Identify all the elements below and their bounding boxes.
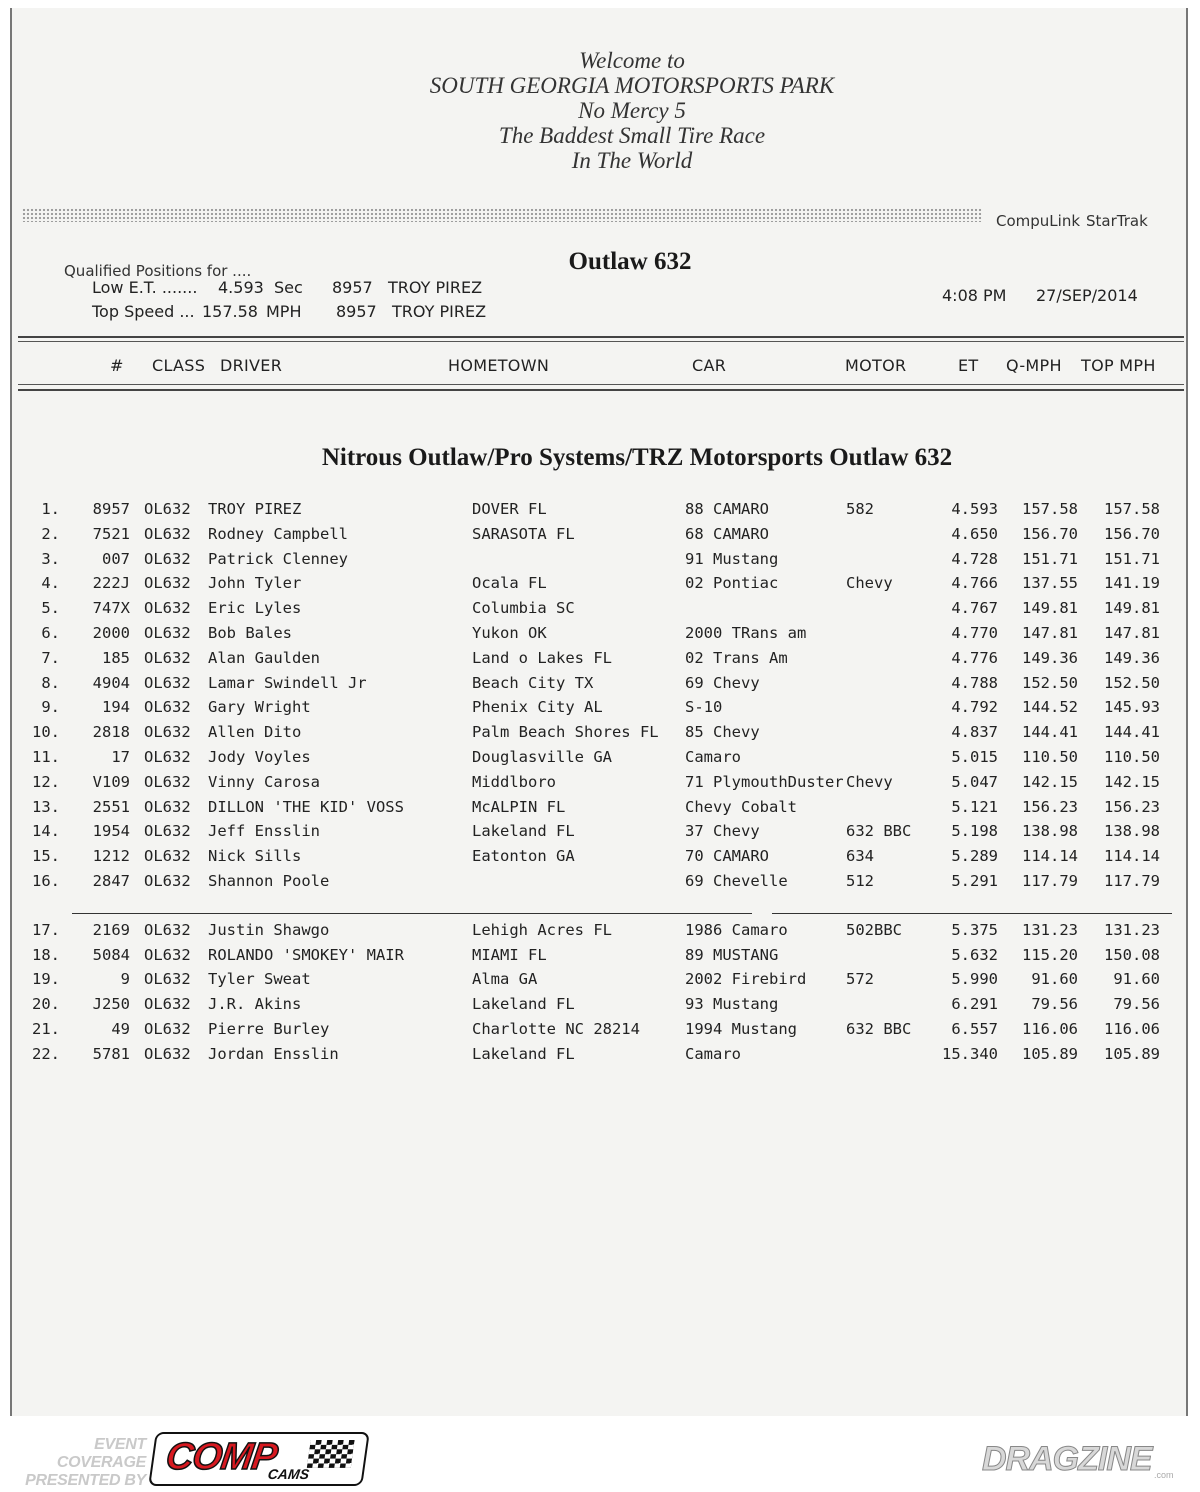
top-mph-cell: 156.23 bbox=[1104, 797, 1160, 816]
car-cell: 70 CAMARO bbox=[685, 847, 769, 866]
driver-cell: Allen Dito bbox=[208, 723, 302, 742]
qmph-cell: 151.71 bbox=[1022, 549, 1078, 568]
hometown-cell: Charlotte NC 28214 bbox=[472, 1019, 640, 1038]
driver-cell: Bob Bales bbox=[208, 623, 292, 642]
top-mph-cell: 91.60 bbox=[1113, 970, 1160, 989]
driver-cell: DILLON 'THE KID' VOSS bbox=[208, 797, 404, 816]
et-cell: 6.291 bbox=[951, 995, 998, 1014]
top-mph-cell: 150.08 bbox=[1104, 945, 1160, 964]
table-row bbox=[12, 970, 1190, 995]
qualified-label: Qualified Positions for .... bbox=[64, 262, 252, 280]
hometown-cell: DOVER FL bbox=[472, 500, 547, 518]
class-cell: OL632 bbox=[144, 945, 191, 964]
driver-cell: Alan Gaulden bbox=[208, 648, 320, 667]
low-et-car: 8957 bbox=[332, 278, 373, 297]
low-et-unit: Sec bbox=[274, 278, 303, 297]
result-position: 9. bbox=[41, 698, 60, 717]
top-mph-cell: 151.71 bbox=[1104, 549, 1160, 568]
hometown-cell: McALPIN FL bbox=[472, 797, 566, 816]
qmph-cell: 156.70 bbox=[1022, 524, 1078, 543]
hometown-cell: Ocala FL bbox=[472, 574, 547, 593]
class-cell: OL632 bbox=[144, 723, 191, 742]
class-cell: OL632 bbox=[144, 847, 191, 866]
result-position: 22. bbox=[32, 1044, 60, 1063]
et-cell: 6.557 bbox=[951, 1019, 998, 1038]
cams-logo-text: CAMS bbox=[266, 1466, 311, 1482]
result-position: 16. bbox=[32, 871, 60, 890]
qmph-cell: 147.81 bbox=[1022, 623, 1078, 642]
hometown-cell: Douglasville GA bbox=[472, 747, 612, 766]
et-cell: 5.047 bbox=[951, 772, 998, 791]
result-position: 3. bbox=[41, 549, 60, 568]
motor-cell: 572 bbox=[846, 970, 874, 989]
car-cell: Camaro bbox=[685, 747, 741, 766]
class-cell: OL632 bbox=[144, 772, 191, 791]
car-cell: 37 Chevy bbox=[685, 822, 760, 841]
driver-cell: Pierre Burley bbox=[208, 1019, 330, 1038]
result-position: 2. bbox=[41, 524, 60, 543]
car-cell: 88 CAMARO bbox=[685, 500, 769, 518]
et-cell: 5.375 bbox=[951, 920, 998, 939]
car-number: 8957 bbox=[92, 500, 130, 518]
dragzine-domain: .com bbox=[1154, 1470, 1174, 1480]
table-row bbox=[12, 995, 1190, 1020]
dragzine-logo: DRAGZINE bbox=[982, 1440, 1152, 1478]
car-cell: 69 Chevelle bbox=[685, 871, 788, 890]
section-title: Nitrous Outlaw/Pro Systems/TRZ Motorsports Outlaw 632 bbox=[321, 444, 953, 471]
checkered-flag-icon bbox=[307, 1440, 355, 1468]
qmph-cell: 116.06 bbox=[1022, 1019, 1078, 1038]
driver-cell: Gary Wright bbox=[208, 698, 311, 717]
table-row bbox=[12, 1020, 1190, 1045]
driver-cell: TROY PIREZ bbox=[208, 500, 302, 518]
qualified-rows bbox=[12, 500, 1190, 897]
car-number: 2551 bbox=[92, 797, 130, 816]
car-number: 747X bbox=[92, 599, 130, 618]
car-number: 7521 bbox=[92, 524, 130, 543]
car-cell: 1994 Mustang bbox=[685, 1019, 797, 1038]
welcome-line-1: Welcome to bbox=[579, 48, 685, 73]
et-cell: 4.788 bbox=[951, 673, 998, 692]
header-rule-top-2 bbox=[18, 341, 1184, 342]
event-tagline-2: In The World bbox=[571, 148, 693, 173]
car-cell: 85 Chevy bbox=[685, 723, 760, 742]
driver-cell: Jody Voyles bbox=[208, 747, 311, 766]
car-cell: Chevy Cobalt bbox=[685, 797, 797, 816]
hometown-cell: Alma GA bbox=[472, 970, 538, 989]
hometown-cell: Land o Lakes FL bbox=[472, 648, 612, 667]
hometown-cell: Lakeland FL bbox=[472, 995, 575, 1014]
et-cell: 5.015 bbox=[951, 747, 998, 766]
result-position: 11. bbox=[32, 747, 60, 766]
table-row bbox=[12, 748, 1190, 773]
driver-cell: Jeff Ensslin bbox=[208, 822, 320, 841]
top-mph-cell: 131.23 bbox=[1104, 920, 1160, 939]
table-row bbox=[12, 698, 1190, 723]
car-cell: S-10 bbox=[685, 698, 723, 717]
col-motor: MOTOR bbox=[845, 356, 907, 375]
class-title: Outlaw 632 bbox=[568, 248, 692, 275]
qmph-cell: 115.20 bbox=[1022, 945, 1078, 964]
top-speed-car: 8957 bbox=[336, 302, 377, 321]
top-speed-value: 157.58 bbox=[202, 302, 258, 321]
car-number: 4904 bbox=[92, 673, 130, 692]
qmph-cell: 91.60 bbox=[1031, 970, 1078, 989]
result-position: 4. bbox=[41, 574, 60, 593]
col-et: ET bbox=[958, 356, 979, 375]
et-cell: 5.198 bbox=[951, 822, 998, 841]
motor-cell: 632 BBC bbox=[846, 1019, 912, 1038]
class-cell: OL632 bbox=[144, 698, 191, 717]
coverage-line-2: PRESENTED BY bbox=[25, 1472, 146, 1489]
header-rule-bottom-2 bbox=[18, 389, 1184, 391]
result-position: 15. bbox=[32, 847, 60, 866]
car-cell: 93 Mustang bbox=[685, 995, 779, 1014]
qmph-cell: 105.89 bbox=[1022, 1044, 1078, 1063]
et-cell: 5.121 bbox=[951, 797, 998, 816]
header-rule-bottom bbox=[18, 384, 1184, 385]
qmph-cell: 144.52 bbox=[1022, 698, 1078, 717]
class-cell: OL632 bbox=[144, 1044, 191, 1063]
table-row bbox=[12, 1045, 1190, 1070]
result-position: 5. bbox=[41, 599, 60, 618]
table-row bbox=[12, 674, 1190, 699]
event-name: No Mercy 5 bbox=[578, 98, 686, 123]
et-cell: 4.766 bbox=[951, 574, 998, 593]
et-cell: 4.593 bbox=[951, 500, 998, 518]
class-cell: OL632 bbox=[144, 1019, 191, 1038]
class-cell: OL632 bbox=[144, 549, 191, 568]
class-cell: OL632 bbox=[144, 970, 191, 989]
col-qmph: Q-MPH bbox=[1006, 356, 1062, 375]
col-class: CLASS bbox=[152, 356, 206, 375]
result-position: 13. bbox=[32, 797, 60, 816]
car-number: 194 bbox=[102, 698, 130, 717]
top-mph-cell: 157.58 bbox=[1104, 500, 1160, 518]
result-position: 20. bbox=[32, 995, 60, 1014]
top-speed-driver: TROY PIREZ bbox=[392, 302, 487, 321]
class-cell: OL632 bbox=[144, 920, 191, 939]
car-cell: 91 Mustang bbox=[685, 549, 779, 568]
table-row bbox=[12, 872, 1190, 897]
result-position: 8. bbox=[41, 673, 60, 692]
car-number: 222J bbox=[92, 574, 130, 593]
car-number: 9 bbox=[120, 970, 130, 989]
table-row bbox=[12, 574, 1190, 599]
comp-cams-logo bbox=[148, 1432, 370, 1486]
results-sheet bbox=[10, 8, 1188, 1416]
et-cell: 4.776 bbox=[951, 648, 998, 667]
hometown-cell: Lakeland FL bbox=[472, 822, 575, 841]
class-cell: OL632 bbox=[144, 995, 191, 1014]
car-number: 007 bbox=[102, 549, 130, 568]
car-number: 2000 bbox=[92, 623, 130, 642]
qmph-cell: 110.50 bbox=[1022, 747, 1078, 766]
car-number: 1212 bbox=[92, 847, 130, 866]
et-cell: 4.767 bbox=[951, 599, 998, 618]
driver-cell: Vinny Carosa bbox=[208, 772, 320, 791]
car-cell: 68 CAMARO bbox=[685, 524, 769, 543]
qmph-cell: 131.23 bbox=[1022, 920, 1078, 939]
low-et-value: 4.593 bbox=[218, 278, 264, 297]
class-cell: OL632 bbox=[144, 623, 191, 642]
et-cell: 15.340 bbox=[942, 1044, 998, 1063]
timing-system-brand bbox=[990, 212, 1148, 230]
car-cell: 69 Chevy bbox=[685, 673, 760, 692]
et-cell: 4.837 bbox=[951, 723, 998, 742]
low-et-label: Low E.T. ....... bbox=[92, 278, 198, 297]
qmph-cell: 156.23 bbox=[1022, 797, 1078, 816]
result-position: 18. bbox=[32, 945, 60, 964]
table-row bbox=[12, 847, 1190, 872]
report-date: 27/SEP/2014 bbox=[1036, 286, 1138, 305]
car-number: 2169 bbox=[92, 920, 130, 939]
top-speed-unit: MPH bbox=[266, 302, 302, 321]
driver-cell: Patrick Clenney bbox=[208, 549, 348, 568]
table-row bbox=[12, 649, 1190, 674]
driver-cell: John Tyler bbox=[208, 574, 302, 593]
event-coverage-credit bbox=[12, 1436, 146, 1490]
top-mph-cell: 145.93 bbox=[1104, 698, 1160, 717]
cut-line-right bbox=[772, 913, 1172, 914]
top-mph-cell: 116.06 bbox=[1104, 1019, 1160, 1038]
report-time: 4:08 PM bbox=[942, 286, 1007, 305]
table-row bbox=[12, 798, 1190, 823]
table-row bbox=[12, 550, 1190, 575]
table-row bbox=[12, 723, 1190, 748]
et-cell: 4.728 bbox=[951, 549, 998, 568]
motor-cell: Chevy bbox=[846, 574, 893, 593]
motor-cell: 582 bbox=[846, 500, 874, 518]
top-mph-cell: 79.56 bbox=[1113, 995, 1160, 1014]
result-position: 19. bbox=[32, 970, 60, 989]
et-cell: 4.650 bbox=[951, 524, 998, 543]
table-row bbox=[12, 500, 1190, 525]
qmph-cell: 152.50 bbox=[1022, 673, 1078, 692]
car-number: 5781 bbox=[92, 1044, 130, 1063]
result-position: 10. bbox=[32, 723, 60, 742]
hometown-cell: Lakeland FL bbox=[472, 1044, 575, 1063]
et-cell: 5.289 bbox=[951, 847, 998, 866]
top-mph-cell: 142.15 bbox=[1104, 772, 1160, 791]
col-topmph: TOP MPH bbox=[1081, 356, 1156, 375]
car-cell: Camaro bbox=[685, 1044, 741, 1063]
qmph-cell: 149.36 bbox=[1022, 648, 1078, 667]
driver-cell: Justin Shawgo bbox=[208, 920, 330, 939]
et-cell: 5.632 bbox=[951, 945, 998, 964]
qmph-cell: 138.98 bbox=[1022, 822, 1078, 841]
qmph-cell: 114.14 bbox=[1022, 847, 1078, 866]
col-driver: DRIVER bbox=[220, 356, 283, 375]
motor-cell: Chevy bbox=[846, 772, 893, 791]
table-row bbox=[12, 946, 1190, 971]
car-cell: 2002 Firebird bbox=[685, 970, 807, 989]
driver-cell: ROLANDO 'SMOKEY' MAIR bbox=[208, 945, 404, 964]
car-number: 185 bbox=[102, 648, 130, 667]
driver-cell: J.R. Akins bbox=[208, 995, 302, 1014]
qmph-cell: 149.81 bbox=[1022, 599, 1078, 618]
result-position: 7. bbox=[41, 648, 60, 667]
top-mph-cell: 144.41 bbox=[1104, 723, 1160, 742]
car-cell: 02 Pontiac bbox=[685, 574, 779, 593]
driver-cell: Shannon Poole bbox=[208, 871, 330, 890]
car-number: 49 bbox=[111, 1019, 130, 1038]
hometown-cell: Yukon OK bbox=[472, 623, 547, 642]
driver-cell: Eric Lyles bbox=[208, 599, 302, 618]
class-cell: OL632 bbox=[144, 747, 191, 766]
qmph-cell: 117.79 bbox=[1022, 871, 1078, 890]
table-row bbox=[12, 822, 1190, 847]
top-mph-cell: 117.79 bbox=[1104, 871, 1160, 890]
car-cell: 02 Trans Am bbox=[685, 648, 788, 667]
table-row bbox=[12, 624, 1190, 649]
qmph-cell: 144.41 bbox=[1022, 723, 1078, 742]
top-mph-cell: 105.89 bbox=[1104, 1044, 1160, 1063]
car-cell: 2000 TRans am bbox=[685, 623, 807, 642]
car-number: 5084 bbox=[92, 945, 130, 964]
hometown-cell: Columbia SC bbox=[472, 599, 575, 618]
car-number: V109 bbox=[92, 772, 130, 791]
et-cell: 4.770 bbox=[951, 623, 998, 642]
non-qualified-rows bbox=[12, 921, 1190, 1070]
qmph-cell: 137.55 bbox=[1022, 574, 1078, 593]
hometown-cell: MIAMI FL bbox=[472, 945, 547, 964]
comp-logo-text: COMP bbox=[163, 1436, 280, 1478]
hometown-cell: Middlboro bbox=[472, 772, 556, 791]
motor-cell: 634 bbox=[846, 847, 874, 866]
hometown-cell: Beach City TX bbox=[472, 673, 594, 692]
track-name: SOUTH GEORGIA MOTORSPORTS PARK bbox=[429, 73, 835, 98]
top-mph-cell: 147.81 bbox=[1104, 623, 1160, 642]
class-cell: OL632 bbox=[144, 648, 191, 667]
cut-line-left bbox=[72, 913, 752, 914]
table-row bbox=[12, 921, 1190, 946]
hometown-cell: SARASOTA FL bbox=[472, 524, 575, 543]
table-row bbox=[12, 773, 1190, 798]
class-cell: OL632 bbox=[144, 673, 191, 692]
header-rule-top bbox=[18, 336, 1184, 338]
et-cell: 5.990 bbox=[951, 970, 998, 989]
hometown-cell: Lehigh Acres FL bbox=[472, 920, 612, 939]
car-cell: 89 MUSTANG bbox=[685, 945, 779, 964]
top-mph-cell: 156.70 bbox=[1104, 524, 1160, 543]
result-position: 21. bbox=[32, 1019, 60, 1038]
result-position: 6. bbox=[41, 623, 60, 642]
col-num: # bbox=[110, 356, 124, 375]
class-cell: OL632 bbox=[144, 871, 191, 890]
result-position: 17. bbox=[32, 920, 60, 939]
low-et-driver: TROY PIREZ bbox=[388, 278, 483, 297]
table-row bbox=[12, 525, 1190, 550]
top-mph-cell: 152.50 bbox=[1104, 673, 1160, 692]
dotted-band bbox=[22, 208, 982, 222]
qmph-cell: 157.58 bbox=[1022, 500, 1078, 518]
driver-cell: Lamar Swindell Jr bbox=[208, 673, 367, 692]
car-number: 17 bbox=[111, 747, 130, 766]
top-mph-cell: 141.19 bbox=[1104, 574, 1160, 593]
driver-cell: Nick Sills bbox=[208, 847, 302, 866]
class-cell: OL632 bbox=[144, 524, 191, 543]
top-mph-cell: 149.81 bbox=[1104, 599, 1160, 618]
car-number: 1954 bbox=[92, 822, 130, 841]
coverage-line-1: EVENT COVERAGE bbox=[56, 1436, 146, 1471]
brand-compulink: CompuLink bbox=[996, 212, 1081, 230]
top-mph-cell: 110.50 bbox=[1104, 747, 1160, 766]
hometown-cell: Palm Beach Shores FL bbox=[472, 723, 659, 742]
class-cell: OL632 bbox=[144, 822, 191, 841]
col-car: CAR bbox=[692, 356, 727, 375]
et-cell: 4.792 bbox=[951, 698, 998, 717]
hometown-cell: Eatonton GA bbox=[472, 847, 575, 866]
top-mph-cell: 138.98 bbox=[1104, 822, 1160, 841]
result-position: 14. bbox=[32, 822, 60, 841]
car-number: 2847 bbox=[92, 871, 130, 890]
event-tagline: The Baddest Small Tire Race bbox=[498, 123, 766, 148]
top-mph-cell: 114.14 bbox=[1104, 847, 1160, 866]
result-position: 12. bbox=[32, 772, 60, 791]
col-hometown: HOMETOWN bbox=[448, 356, 550, 375]
top-mph-cell: 149.36 bbox=[1104, 648, 1160, 667]
hometown-cell: Phenix City AL bbox=[472, 698, 603, 717]
car-cell: 71 PlymouthDuster bbox=[685, 772, 844, 791]
cut-line bbox=[12, 897, 1190, 921]
motor-cell: 502BBC bbox=[846, 920, 902, 939]
qmph-cell: 142.15 bbox=[1022, 772, 1078, 791]
top-speed-label: Top Speed ... bbox=[92, 302, 195, 321]
driver-cell: Jordan Ensslin bbox=[208, 1044, 339, 1063]
car-number: J250 bbox=[92, 995, 130, 1014]
class-cell: OL632 bbox=[144, 599, 191, 618]
qmph-cell: 79.56 bbox=[1031, 995, 1078, 1014]
car-cell: 1986 Camaro bbox=[685, 920, 788, 939]
driver-cell: Tyler Sweat bbox=[208, 970, 311, 989]
et-cell: 5.291 bbox=[951, 871, 998, 890]
class-cell: OL632 bbox=[144, 500, 191, 518]
brand-startrak: StarTrak bbox=[1086, 212, 1148, 230]
motor-cell: 632 BBC bbox=[846, 822, 912, 841]
result-position: 1. bbox=[41, 500, 60, 518]
driver-cell: Rodney Campbell bbox=[208, 524, 348, 543]
table-row bbox=[12, 599, 1190, 624]
class-cell: OL632 bbox=[144, 797, 191, 816]
car-number: 2818 bbox=[92, 723, 130, 742]
results-table bbox=[12, 500, 1190, 1070]
class-cell: OL632 bbox=[144, 574, 191, 593]
motor-cell: 512 bbox=[846, 871, 874, 890]
welcome-header bbox=[12, 48, 1200, 173]
